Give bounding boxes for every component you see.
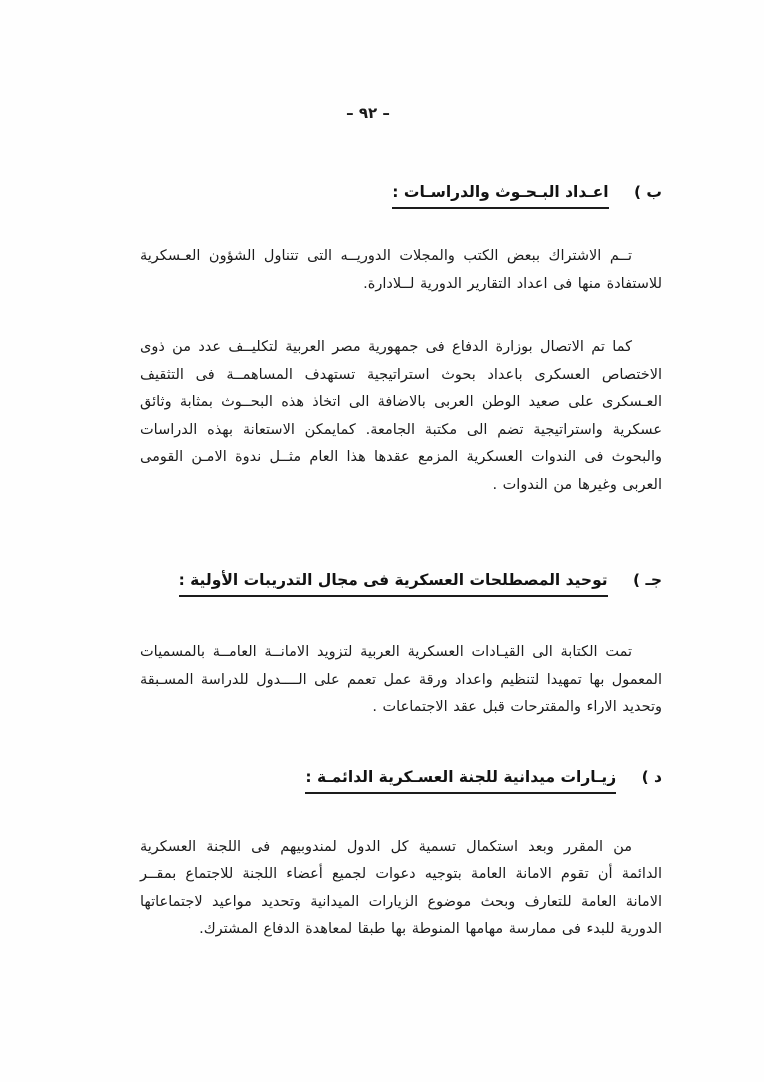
section-heading	[140, 768, 662, 794]
section-research-and-studies	[140, 183, 662, 499]
document-body	[140, 0, 662, 944]
section-letter-label: جـ )	[633, 571, 662, 589]
section-military-terminology	[140, 571, 662, 722]
paragraph: من المقرر وبعد استكمال تسمية كل الدول لمندوبيهم فى اللجنة العسكرية الدائمة أن تقوم الامانة العامة بتوجيه دعوات لجميع أعضاء اللجنة للاجتماع بمقــر الامانة العامة للتعارف وبحث موضوع الزيارات الميدانية وتحديد مواعيد لاجتماعاتها الدورية للبدء فى ممارسة مهامها المنوطة بها طبقا لمعاهدة الدفاع المشترك.	[140, 838, 662, 937]
section-title: زيـارات ميدانية للجنة العسـكرية الدائمـة :	[305, 768, 616, 794]
section-title: اعـداد البـحـوث والدراسـات :	[392, 183, 608, 209]
page-number: – ٩٢ –	[346, 104, 390, 122]
section-field-visits	[140, 768, 662, 944]
paragraph: تــم الاشتراك ببعض الكتب والمجلات الدوريــه التى تتناول الشؤون العـسكرية للاستفادة منها فى اعداد التقارير الدورية لــلادارة.	[140, 248, 662, 292]
paragraph: تمت الكتابة الى القيـادات العسكرية العربية لتزويد الامانــة العامــة بالمسميات المعمول بها تمهيدا لتنظيم واعداد ورقة عمل تعمم على الــــدول للدراسة المسـبقة وتحديد الاراء والمقترحات قبل عقد الاجتماعات .	[140, 644, 662, 715]
section-heading	[140, 183, 662, 209]
section-title: توحيد المصطلحات العسكرية فى مجال التدريبات الأولية :	[179, 571, 608, 597]
section-letter-label: ب )	[633, 183, 662, 201]
section-letter-label: د )	[641, 767, 662, 786]
section-heading	[140, 571, 662, 597]
paragraph: كما تم الاتصال بوزارة الدفاع فى جمهورية مصر العربية لتكليــف عدد من ذوى الاختصاص العسكرى باعداد بحوث استراتيجية تستهدف المساهمــة فى التثقيف العـسكرى على صعيد الوطن العربى بالاضافة الى اتخاذ هذه البحــوث بمثابة وثائق عسكرية واستراتيجية تضم الى مكتبة الجامعة. كمايمكن الاستعانة بهذه الدراسات والبحوث فى الندوات العسكرية المزمع عقدها هذا العام مثــل ندوة الامـن القومى العربى وغيرها من الندوات .	[140, 339, 662, 493]
